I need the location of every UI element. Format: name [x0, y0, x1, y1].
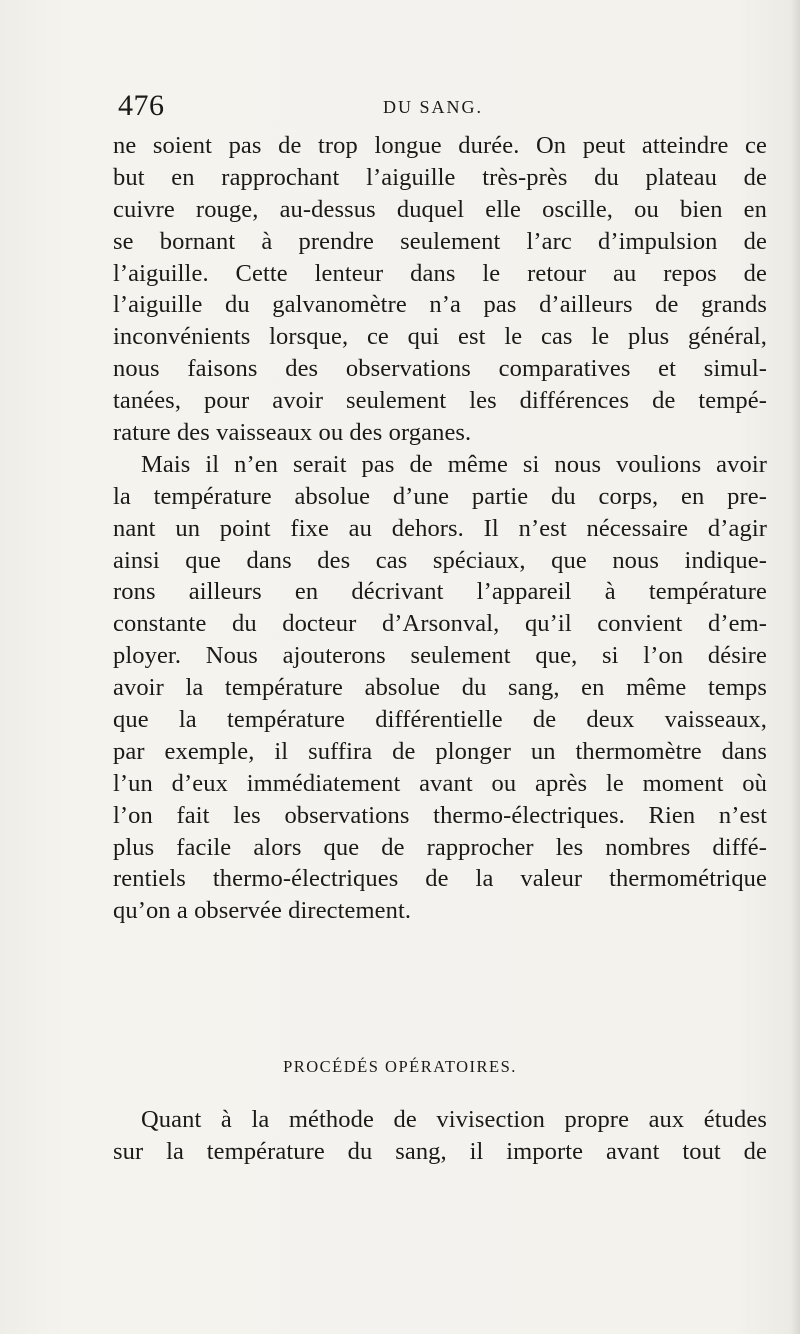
paragraph-2 — [113, 449, 767, 927]
main-text-block — [113, 130, 767, 927]
paragraph-1 — [113, 130, 767, 449]
text-line: inconvénients lorsque, ce qui est le cas le plus général, — [113, 323, 767, 351]
text-line: se bornant à prendre seulement l’arc d’impulsion de — [113, 227, 767, 255]
text-line: rentiels thermo-électriques de la valeur thermométrique — [113, 865, 767, 893]
text-line: nous faisons des observations comparatives et simul- — [113, 355, 767, 383]
text-line: l’aiguille du galvanomètre n’a pas d’ailleurs de grands — [113, 291, 767, 319]
text-line: plus facile alors que de rapprocher les nombres diffé- — [113, 833, 767, 861]
text-line: sur la température du sang, il importe avant tout de — [113, 1137, 767, 1165]
text-line: ployer. Nous ajouterons seulement que, si l’on désire — [113, 642, 767, 670]
text-line: ainsi que dans des cas spéciaux, que nous indique- — [113, 546, 767, 574]
text-line: ne soient pas de trop longue durée. On peut atteindre ce — [113, 132, 767, 159]
text-line: tanées, pour avoir seulement les différences de tempé- — [113, 387, 767, 415]
text-line: rons ailleurs en décrivant l’appareil à température — [113, 578, 767, 606]
running-head — [118, 88, 758, 124]
text-line: qu’on a observée directement. — [113, 897, 412, 925]
text-line: nant un point fixe au dehors. Il n’est nécessaire d’agir — [113, 514, 767, 542]
text-line: que la température différentielle de deux vaisseaux, — [113, 706, 767, 734]
text-line: la température absolue d’une partie du corps, en pre- — [113, 482, 767, 510]
text-line: cuivre rouge, au-dessus duquel elle oscille, ou bien en — [113, 195, 767, 223]
paragraph-3 — [113, 1104, 767, 1168]
text-line: but en rapprochant l’aiguille très-près du plateau de — [113, 163, 767, 191]
text-line: avoir la température absolue du sang, en même temps — [113, 674, 767, 702]
page-number: 476 — [118, 89, 165, 122]
text-line: constante du docteur d’Arsonval, qu’il convient d’em- — [113, 610, 767, 638]
text-line: l’aiguille. Cette lenteur dans le retour au repos de — [113, 259, 767, 287]
text-line: l’on fait les observations thermo-électriques. Rien n’est — [113, 801, 767, 829]
section-heading: PROCÉDÉS OPÉRATOIRES. — [283, 1057, 517, 1076]
page-edge-shadow — [790, 0, 800, 1334]
text-line: l’un d’eux immédiatement avant ou après le moment où — [113, 769, 767, 797]
text-line: Quant à la méthode de vivisection propre aux études — [141, 1106, 767, 1133]
text-line: par exemple, il suffira de plonger un thermomètre dans — [113, 737, 767, 765]
text-line: Mais il n’en serait pas de même si nous voulions avoir — [141, 450, 767, 478]
text-line: rature des vaisseaux ou des organes. — [113, 419, 472, 447]
running-title: DU SANG. — [383, 97, 484, 117]
